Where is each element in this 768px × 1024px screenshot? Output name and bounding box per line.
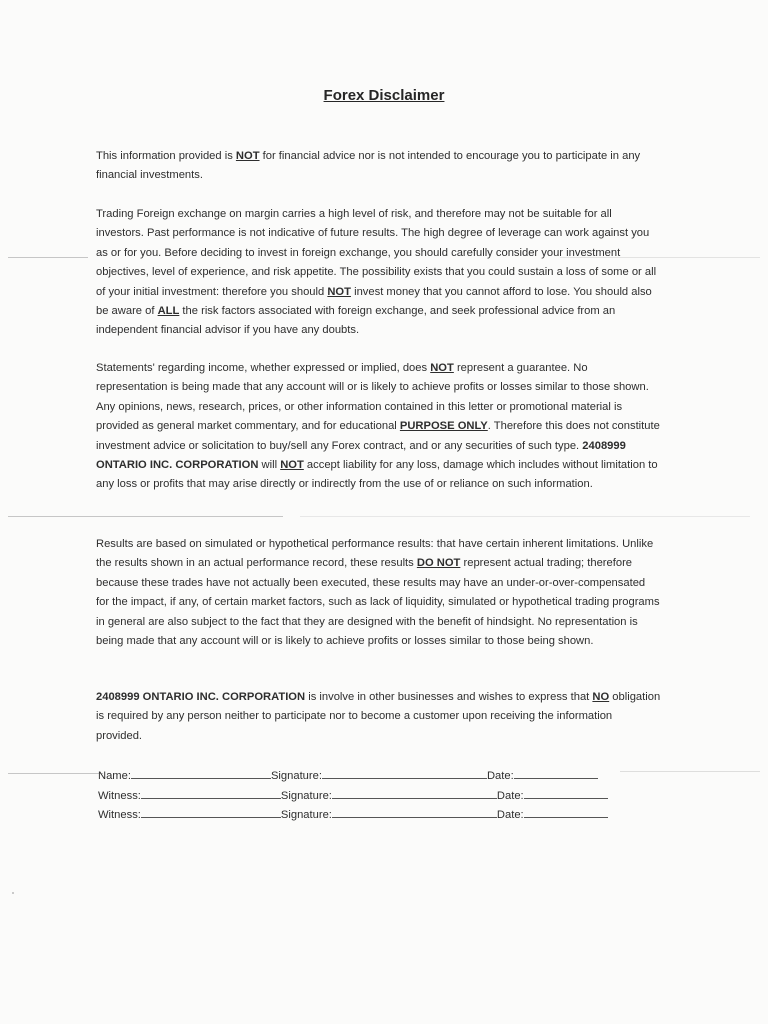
paragraph-intro: [96, 147, 661, 186]
date-field[interactable]: [524, 807, 608, 818]
name-field[interactable]: [131, 768, 271, 779]
text-run: . Therefore this does not constitute investment advice or solicitation to buy/sell any Forex contract, and or any securities of such type.: [96, 420, 660, 452]
scan-artifact-line: [620, 771, 760, 772]
text-run: represent actual trading; therefore because these trades have not actually been executed, these results may have an under-or-over-compensated for the impact, if any, of certain market factors, such as lack of liquidity, simulated or hypothetical trading programs in general are also subject to the fact that they are designed with the benefit of hindsight. No representation is being made that any account will or is likely to achieve profits or losses similar to those being shown.: [96, 557, 660, 648]
page-title: Forex Disclaimer: [323, 87, 445, 104]
witness-field[interactable]: [141, 807, 281, 818]
witness-label: Witness:: [98, 809, 141, 821]
scan-speck: [12, 892, 14, 894]
company-name: 2408999 ONTARIO INC. CORPORATION: [96, 439, 626, 472]
emphasis-not: NOT: [235, 150, 260, 162]
signature-row-witness-1: [98, 788, 608, 802]
scan-artifact-line: [8, 773, 103, 774]
date-label: Date:: [486, 770, 514, 782]
signature-field[interactable]: [332, 788, 497, 799]
paragraph-income: [96, 359, 661, 495]
emphasis-not: NOT: [327, 285, 351, 298]
text-run: represent a guarantee. No representation is being made that any account will or is likely to achieve profits or losses similar to those shown. Any opinions, news, research, prices, or other information contained in this letter or promotional material is provided as general market commentary, and for educational: [96, 362, 649, 433]
text-run: This information provided is: [96, 150, 236, 162]
signature-row-witness-2: [98, 807, 608, 821]
text-run: is involve in other businesses and wishes to express that: [305, 691, 593, 703]
emphasis-not: NOT: [280, 459, 304, 472]
signature-field[interactable]: [322, 768, 487, 779]
text-run: accept liability for any loss, damage which includes without limitation to any loss or profits that may arise directly or indirectly from the use of or reliance on such information.: [96, 459, 658, 491]
text-run: will: [258, 459, 281, 472]
signature-label: Signature:: [280, 790, 332, 802]
text-run: Results are based on simulated or hypothetical performance results: that have certain inherent limitations. Unlike the results shown in an actual performance record, these results: [96, 538, 654, 570]
date-field[interactable]: [514, 768, 598, 779]
signature-field[interactable]: [332, 807, 497, 818]
scan-artifact-line: [8, 257, 88, 258]
scan-artifact-line: [8, 516, 283, 517]
paragraph-results: [96, 535, 661, 651]
signature-label: Signature:: [280, 809, 332, 821]
text-run: Trading Foreign exchange on margin carries a high level of risk, and therefore may not be suitable for all investors. Past performance is not indicative of future results. The high degree of leverage can work against you as or for you. Before deciding to invest in foreign exchange, you should carefully consider your investment objectives, level of experience, and risk appetite. The possibility exists that you could sustain a loss of some or all of your initial investment: therefore you should: [96, 208, 657, 298]
emphasis-not: NOT: [430, 362, 454, 374]
text-run: invest money that you cannot afford to lose. You should also be aware of: [96, 285, 652, 318]
signature-label: Signature:: [270, 770, 322, 782]
paragraph-obligation: [96, 688, 661, 746]
witness-label: Witness:: [98, 790, 141, 802]
text-run: for financial advice nor is not intended to encourage you to participate in any financial investments.: [96, 150, 641, 182]
emphasis-no: NO: [592, 691, 610, 703]
text-run: Statements' regarding income, whether expressed or implied, does: [96, 362, 431, 374]
date-field[interactable]: [524, 788, 608, 799]
emphasis-do-not: DO NOT: [416, 557, 461, 570]
text-run: obligation is required by any person neither to participate nor to become a customer upon receiving the information provided.: [96, 691, 661, 742]
text-run: the risk factors associated with foreign exchange, and seek professional advice from an independent financial advisor if you have any doubts.: [96, 305, 616, 337]
date-label: Date:: [496, 790, 524, 802]
date-label: Date:: [496, 809, 524, 821]
emphasis-all: ALL: [157, 305, 180, 318]
paragraph-risk: [96, 205, 661, 341]
signature-row-name: [98, 768, 598, 782]
witness-field[interactable]: [141, 788, 281, 799]
scan-artifact-line: [300, 516, 750, 517]
company-name: 2408999 ONTARIO INC. CORPORATION: [96, 691, 306, 703]
name-label: Name:: [98, 770, 131, 782]
emphasis-purpose-only: PURPOSE ONLY: [399, 420, 488, 433]
